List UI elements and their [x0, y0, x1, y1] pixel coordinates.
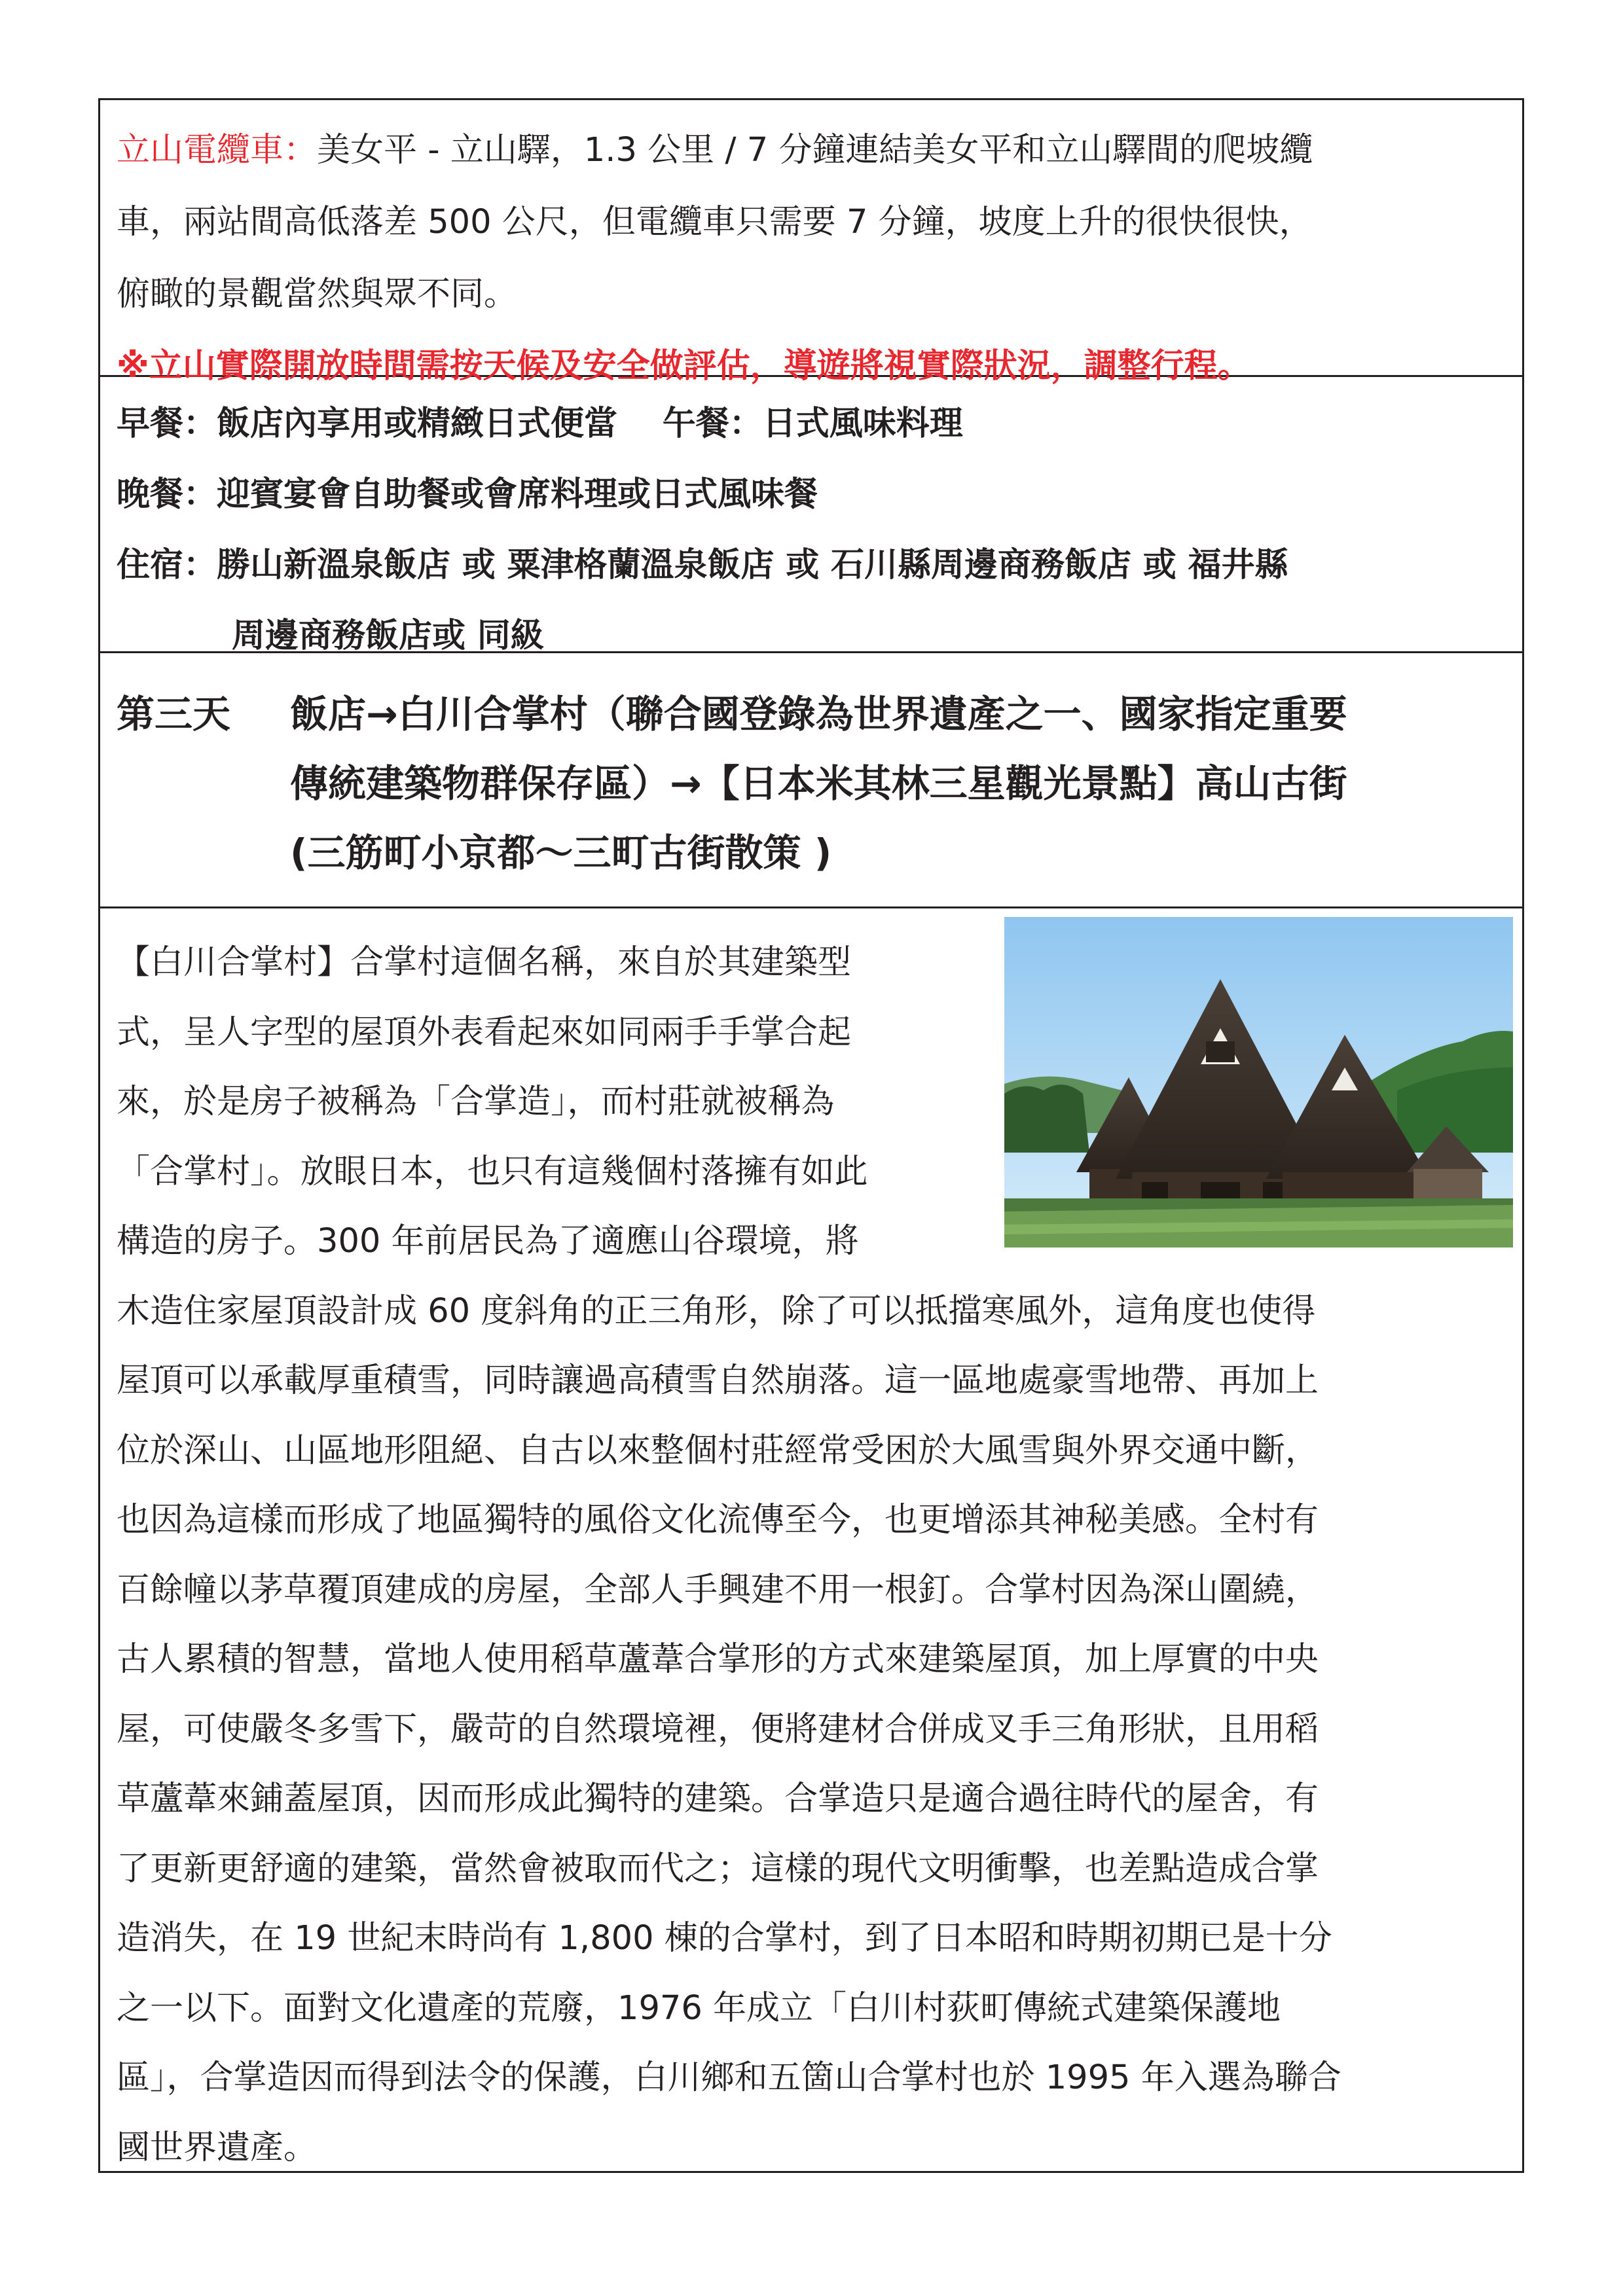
hotel-line-1: 住宿：勝山新溫泉飯店 或 粟津格蘭溫泉飯店 或 石川縣周邊商務飯店 或 福井縣: [117, 546, 1288, 584]
description-text: [117, 928, 1341, 2183]
cable-car-text: 美女平 - 立山驛，1.3 公里 / 7 分鐘連結美女平和立山驛間的爬坡纜: [317, 131, 1313, 170]
day-title-line-3: (三筋町小京都～三町古街散策 ): [290, 831, 832, 875]
description-line: 區」，合掌造因而得到法令的保護，白川鄉和五箇山合掌村也於 1995 年入選為聯合: [117, 2058, 1341, 2097]
description-line: 位於深山、山區地形阻絕、自古以來整個村莊經常受困於大風雪與外界交通中斷，: [117, 1431, 1319, 1470]
shirakawa-description: [100, 906, 1522, 2171]
description-line: 構造的房子。300 年前居民為了適應山谷環境，將: [117, 1222, 859, 1261]
description-line: 屋頂可以承載厚重積雪，同時讓過高積雪自然崩落。這一區地處豪雪地帶、再加上: [117, 1361, 1319, 1400]
description-line: 了更新更舒適的建築，當然會被取而代之；這樣的現代文明衝擊，也差點造成合掌: [117, 1849, 1319, 1888]
description-line: 國世界遺產。: [117, 2128, 318, 2167]
description-line: 屋，可使嚴冬多雪下，嚴苛的自然環境裡，便將建材合併成叉手三角形狀，且用稻: [117, 1710, 1319, 1749]
description-line: 古人累積的智慧，當地人使用稻草蘆葦合掌形的方式來建築屋頂，加上厚實的中央: [117, 1640, 1319, 1679]
cable-car-line-2: 車，兩站間高低落差 500 公尺，但電纜車只需要 7 分鐘，坡度上升的很快很快，: [117, 203, 1313, 242]
itinerary-table: [98, 98, 1524, 2173]
dinner: 晚餐：迎賓宴會自助餐或會席料理或日式風味餐: [117, 475, 818, 514]
description-line: 百餘幢以茅草覆頂建成的房屋，全部人手興建不用一根釘。合掌村因為深山圍繞，: [117, 1570, 1319, 1609]
cable-car-line-3: 俯瞰的景觀當然與眾不同。: [117, 275, 518, 314]
description-line: 也因為這樣而形成了地區獨特的風俗文化流傳至今，也更增添其神秘美感。全村有: [117, 1501, 1319, 1539]
breakfast-lunch: 早餐：飯店內享用或精緻日式便當 午餐：日式風味料理: [117, 404, 963, 443]
opening-notice: ※立山實際開放時間需按天候及安全做評估，導遊將視實際狀況，調整行程。: [117, 347, 1251, 386]
description-line: 之一以下。面對文化遺產的荒廢，1976 年成立「白川村荻町傳統式建築保護地: [117, 1988, 1281, 2028]
day-title: [290, 679, 1347, 888]
day-title-line-2: 傳統建築物群保存區）→【日本米其林三星觀光景點】高山古街: [290, 761, 1347, 806]
description-line: 木造住家屋頂設計成 60 度斜角的正三角形，除了可以抵擋寒風外，這角度也使得: [117, 1291, 1316, 1331]
description-line: 草蘆葦來鋪蓋屋頂，因而形成此獨特的建築。合掌造只是適合過往時代的屋舍，有: [117, 1780, 1319, 1818]
description-line: 「合掌村」。放眼日本，也只有這幾個村落擁有如此: [117, 1152, 868, 1191]
description-line: 來，於是房子被稱為「合掌造」，而村莊就被稱為: [117, 1083, 835, 1121]
cable-car-line-1: [117, 115, 1522, 187]
day-three-heading: [100, 651, 1522, 906]
hotel-line-2: 周邊商務飯店或 同級: [232, 617, 544, 655]
cable-car-section: [100, 100, 1522, 386]
day-title-line-1: 飯店→白川合掌村（聯合國登錄為世界遺產之一、國家指定重要: [290, 692, 1347, 736]
description-line: 式，呈人字型的屋頂外表看起來如同兩手手掌合起: [117, 1013, 852, 1052]
description-line: 【白川合掌村】合掌村這個名稱，來自於其建築型: [117, 943, 852, 982]
meals-hotel-section: [100, 375, 1522, 655]
day-label: 第三天: [117, 692, 231, 736]
description-line: 造消失，在 19 世紀末時尚有 1,800 棟的合掌村，到了日本昭和時期初期已是十分: [117, 1919, 1332, 1958]
cable-car-label: 立山電纜車：: [117, 131, 318, 170]
